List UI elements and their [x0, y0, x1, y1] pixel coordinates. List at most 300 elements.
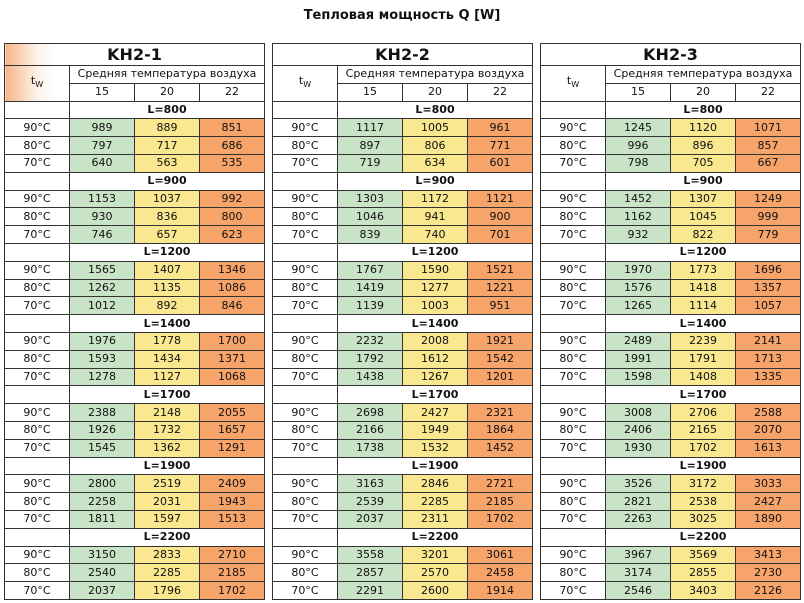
row-label: 90°C	[5, 119, 70, 137]
row-label: 70°C	[541, 582, 606, 600]
row-label: 90°C	[273, 404, 338, 422]
value-cell: 1811	[70, 510, 135, 528]
row-label: 90°C	[273, 332, 338, 350]
value-cell: 3403	[671, 582, 736, 600]
value-cell: 1598	[606, 368, 671, 386]
value-cell: 846	[200, 297, 265, 315]
row-label: 70°C	[273, 154, 338, 172]
table-row	[273, 119, 533, 137]
row-label: 80°C	[273, 137, 338, 155]
table-row	[5, 421, 265, 439]
row-label: 90°C	[5, 546, 70, 564]
value-cell: 746	[70, 226, 135, 244]
table-row	[5, 582, 265, 600]
value-cell: 1291	[200, 439, 265, 457]
value-cell: 2070	[736, 421, 801, 439]
table-row	[273, 154, 533, 172]
table-title: KH2-1	[5, 44, 265, 66]
empty-cell	[541, 386, 606, 404]
table-row	[541, 582, 801, 600]
col-header-22: 22	[736, 83, 801, 101]
value-cell: 1452	[606, 190, 671, 208]
row-label: 90°C	[5, 190, 70, 208]
value-cell: 3172	[671, 475, 736, 493]
col-header-20: 20	[671, 83, 736, 101]
value-cell: 1346	[200, 261, 265, 279]
table-row	[541, 190, 801, 208]
table-row	[541, 546, 801, 564]
value-cell: 2855	[671, 564, 736, 582]
table-row	[541, 564, 801, 582]
table-kh2-2	[272, 43, 533, 600]
length-header: L=1200	[338, 243, 533, 261]
value-cell: 941	[403, 208, 468, 226]
value-cell: 2031	[135, 493, 200, 511]
avg-temp-header: Средняя температура воздуха	[338, 66, 533, 84]
value-cell: 1045	[671, 208, 736, 226]
empty-cell	[5, 386, 70, 404]
row-label: 70°C	[5, 297, 70, 315]
value-cell: 1172	[403, 190, 468, 208]
table-row	[5, 546, 265, 564]
value-cell: 798	[606, 154, 671, 172]
value-cell: 1127	[135, 368, 200, 386]
empty-cell	[541, 457, 606, 475]
value-cell: 2285	[403, 493, 468, 511]
table-row	[541, 421, 801, 439]
value-cell: 1114	[671, 297, 736, 315]
value-cell: 2833	[135, 546, 200, 564]
length-header: L=1700	[338, 386, 533, 404]
table-row	[273, 332, 533, 350]
value-cell: 1796	[135, 582, 200, 600]
table-row	[273, 421, 533, 439]
table-row	[541, 154, 801, 172]
value-cell: 2321	[468, 404, 533, 422]
row-label: 90°C	[541, 190, 606, 208]
row-label: 70°C	[541, 368, 606, 386]
row-label: 80°C	[541, 493, 606, 511]
value-cell: 3033	[736, 475, 801, 493]
table-row	[5, 279, 265, 297]
value-cell: 2539	[338, 493, 403, 511]
value-cell: 1249	[736, 190, 801, 208]
empty-cell	[273, 457, 338, 475]
value-cell: 1702	[200, 582, 265, 600]
table-row	[5, 208, 265, 226]
value-cell: 2037	[338, 510, 403, 528]
length-header: L=2200	[70, 528, 265, 546]
value-cell: 2540	[70, 564, 135, 582]
tw-label: t	[298, 74, 304, 88]
table-row	[5, 404, 265, 422]
value-cell: 1267	[403, 368, 468, 386]
value-cell: 1732	[135, 421, 200, 439]
table-row	[5, 493, 265, 511]
value-cell: 1278	[70, 368, 135, 386]
value-cell: 740	[403, 226, 468, 244]
table-row	[273, 564, 533, 582]
value-cell: 1767	[338, 261, 403, 279]
col-header-20: 20	[403, 83, 468, 101]
row-label: 70°C	[5, 226, 70, 244]
value-cell: 2311	[403, 510, 468, 528]
row-label: 80°C	[541, 564, 606, 582]
value-cell: 1513	[200, 510, 265, 528]
table-row	[5, 368, 265, 386]
value-cell: 1005	[403, 119, 468, 137]
length-header: L=1400	[70, 315, 265, 333]
table-row	[273, 546, 533, 564]
value-cell: 2721	[468, 475, 533, 493]
length-header: L=1900	[606, 457, 801, 475]
value-cell: 640	[70, 154, 135, 172]
value-cell: 563	[135, 154, 200, 172]
value-cell: 2857	[338, 564, 403, 582]
row-label: 70°C	[541, 154, 606, 172]
empty-cell	[273, 386, 338, 404]
length-header: L=1200	[606, 243, 801, 261]
row-label: 80°C	[273, 279, 338, 297]
row-label: 70°C	[541, 226, 606, 244]
value-cell: 2600	[403, 582, 468, 600]
value-cell: 1012	[70, 297, 135, 315]
value-cell: 1139	[338, 297, 403, 315]
col-header-15: 15	[606, 83, 671, 101]
value-cell: 836	[135, 208, 200, 226]
empty-cell	[541, 172, 606, 190]
value-cell: 3967	[606, 546, 671, 564]
table-row	[541, 332, 801, 350]
tw-subscript: W	[303, 80, 312, 90]
empty-cell	[273, 315, 338, 333]
value-cell: 930	[70, 208, 135, 226]
row-label: 70°C	[5, 582, 70, 600]
row-label: 80°C	[273, 421, 338, 439]
value-cell: 1970	[606, 261, 671, 279]
row-label: 80°C	[5, 137, 70, 155]
row-label: 80°C	[5, 564, 70, 582]
table-row	[541, 350, 801, 368]
value-cell: 1162	[606, 208, 671, 226]
row-label: 80°C	[5, 350, 70, 368]
value-cell: 1434	[135, 350, 200, 368]
tw-header	[541, 66, 606, 102]
table-row	[5, 261, 265, 279]
value-cell: 2570	[403, 564, 468, 582]
row-label: 90°C	[273, 546, 338, 564]
row-label: 90°C	[541, 119, 606, 137]
row-label: 90°C	[541, 546, 606, 564]
value-cell: 1565	[70, 261, 135, 279]
row-label: 90°C	[5, 404, 70, 422]
value-cell: 779	[736, 226, 801, 244]
row-label: 90°C	[273, 119, 338, 137]
table-row	[5, 297, 265, 315]
row-label: 70°C	[273, 368, 338, 386]
empty-cell	[5, 101, 70, 119]
row-label: 90°C	[541, 404, 606, 422]
empty-cell	[541, 101, 606, 119]
value-cell: 1590	[403, 261, 468, 279]
value-cell: 1921	[468, 332, 533, 350]
value-cell: 1532	[403, 439, 468, 457]
value-cell: 857	[736, 137, 801, 155]
value-cell: 806	[403, 137, 468, 155]
table-row	[273, 261, 533, 279]
value-cell: 1702	[468, 510, 533, 528]
table-row	[273, 208, 533, 226]
value-cell: 1265	[606, 297, 671, 315]
value-cell: 2489	[606, 332, 671, 350]
row-label: 70°C	[5, 510, 70, 528]
row-label: 70°C	[273, 439, 338, 457]
value-cell: 3174	[606, 564, 671, 582]
table-row	[541, 404, 801, 422]
value-cell: 839	[338, 226, 403, 244]
table-row	[273, 510, 533, 528]
table-title: KH2-3	[541, 44, 801, 66]
value-cell: 889	[135, 119, 200, 137]
value-cell: 705	[671, 154, 736, 172]
value-cell: 1452	[468, 439, 533, 457]
value-cell: 1003	[403, 297, 468, 315]
row-label: 80°C	[541, 137, 606, 155]
value-cell: 1153	[70, 190, 135, 208]
value-cell: 3163	[338, 475, 403, 493]
value-cell: 3558	[338, 546, 403, 564]
empty-cell	[273, 172, 338, 190]
value-cell: 2166	[338, 421, 403, 439]
length-header: L=1400	[606, 315, 801, 333]
empty-cell	[5, 172, 70, 190]
empty-cell	[541, 528, 606, 546]
value-cell: 2406	[606, 421, 671, 439]
empty-cell	[541, 315, 606, 333]
length-header: L=2200	[338, 528, 533, 546]
table-row	[541, 119, 801, 137]
value-cell: 601	[468, 154, 533, 172]
value-cell: 961	[468, 119, 533, 137]
row-label: 90°C	[5, 332, 70, 350]
value-cell: 797	[70, 137, 135, 155]
table-row	[5, 190, 265, 208]
value-cell: 2519	[135, 475, 200, 493]
value-cell: 2008	[403, 332, 468, 350]
table-row	[5, 475, 265, 493]
value-cell: 1778	[135, 332, 200, 350]
value-cell: 667	[736, 154, 801, 172]
empty-cell	[273, 243, 338, 261]
table-row	[273, 190, 533, 208]
value-cell: 2710	[200, 546, 265, 564]
value-cell: 2037	[70, 582, 135, 600]
row-label: 70°C	[5, 439, 70, 457]
value-cell: 535	[200, 154, 265, 172]
length-header: L=800	[606, 101, 801, 119]
value-cell: 1335	[736, 368, 801, 386]
value-cell: 1700	[200, 332, 265, 350]
value-cell: 3150	[70, 546, 135, 564]
length-header: L=800	[338, 101, 533, 119]
value-cell: 2427	[736, 493, 801, 511]
value-cell: 1407	[135, 261, 200, 279]
value-cell: 2698	[338, 404, 403, 422]
value-cell: 2546	[606, 582, 671, 600]
value-cell: 1542	[468, 350, 533, 368]
table-row	[541, 137, 801, 155]
value-cell: 2285	[135, 564, 200, 582]
value-cell: 657	[135, 226, 200, 244]
value-cell: 1071	[736, 119, 801, 137]
value-cell: 1613	[736, 439, 801, 457]
value-cell: 1277	[403, 279, 468, 297]
value-cell: 2427	[403, 404, 468, 422]
row-label: 80°C	[5, 493, 70, 511]
value-cell: 892	[135, 297, 200, 315]
value-cell: 1086	[200, 279, 265, 297]
table-row	[541, 510, 801, 528]
value-cell: 1262	[70, 279, 135, 297]
table-row	[5, 439, 265, 457]
value-cell: 2800	[70, 475, 135, 493]
value-cell: 1221	[468, 279, 533, 297]
value-cell: 1438	[338, 368, 403, 386]
table-row	[273, 475, 533, 493]
length-header: L=1700	[606, 386, 801, 404]
value-cell: 1057	[736, 297, 801, 315]
value-cell: 2185	[468, 493, 533, 511]
value-cell: 1738	[338, 439, 403, 457]
value-cell: 1792	[338, 350, 403, 368]
col-header-15: 15	[70, 83, 135, 101]
value-cell: 3025	[671, 510, 736, 528]
table-row	[273, 297, 533, 315]
row-label: 90°C	[5, 261, 70, 279]
value-cell: 2588	[736, 404, 801, 422]
value-cell: 3061	[468, 546, 533, 564]
length-header: L=800	[70, 101, 265, 119]
value-cell: 897	[338, 137, 403, 155]
value-cell: 2538	[671, 493, 736, 511]
value-cell: 800	[200, 208, 265, 226]
value-cell: 1245	[606, 119, 671, 137]
value-cell: 2239	[671, 332, 736, 350]
table-row	[273, 404, 533, 422]
col-header-15: 15	[338, 83, 403, 101]
value-cell: 1046	[338, 208, 403, 226]
value-cell: 2409	[200, 475, 265, 493]
table-row	[541, 439, 801, 457]
value-cell: 1991	[606, 350, 671, 368]
page-title: Тепловая мощность Q [W]	[303, 8, 501, 23]
value-cell: 701	[468, 226, 533, 244]
value-cell: 1120	[671, 119, 736, 137]
value-cell: 1713	[736, 350, 801, 368]
row-label: 70°C	[273, 510, 338, 528]
value-cell: 717	[135, 137, 200, 155]
value-cell: 1593	[70, 350, 135, 368]
value-cell: 2263	[606, 510, 671, 528]
value-cell: 1545	[70, 439, 135, 457]
empty-cell	[5, 243, 70, 261]
row-label: 70°C	[541, 297, 606, 315]
row-label: 90°C	[5, 475, 70, 493]
row-label: 80°C	[273, 493, 338, 511]
value-cell: 2141	[736, 332, 801, 350]
value-cell: 1357	[736, 279, 801, 297]
value-cell: 2706	[671, 404, 736, 422]
value-cell: 2185	[200, 564, 265, 582]
value-cell: 2458	[468, 564, 533, 582]
value-cell: 1419	[338, 279, 403, 297]
value-cell: 851	[200, 119, 265, 137]
row-label: 80°C	[541, 350, 606, 368]
value-cell: 719	[338, 154, 403, 172]
value-cell: 999	[736, 208, 801, 226]
value-cell: 2291	[338, 582, 403, 600]
row-label: 90°C	[541, 475, 606, 493]
value-cell: 2165	[671, 421, 736, 439]
table-row	[541, 368, 801, 386]
value-cell: 2730	[736, 564, 801, 582]
value-cell: 3201	[403, 546, 468, 564]
col-header-20: 20	[135, 83, 200, 101]
value-cell: 3008	[606, 404, 671, 422]
table-row	[5, 137, 265, 155]
value-cell: 2821	[606, 493, 671, 511]
table-row	[5, 510, 265, 528]
table-row	[541, 475, 801, 493]
table-row	[541, 279, 801, 297]
table-row	[273, 582, 533, 600]
value-cell: 1612	[403, 350, 468, 368]
table-row	[5, 226, 265, 244]
value-cell: 996	[606, 137, 671, 155]
table-title: KH2-2	[273, 44, 533, 66]
value-cell: 1408	[671, 368, 736, 386]
row-label: 90°C	[273, 261, 338, 279]
table-row	[5, 119, 265, 137]
value-cell: 1303	[338, 190, 403, 208]
row-label: 80°C	[5, 279, 70, 297]
tw-header	[273, 66, 338, 102]
table-row	[273, 368, 533, 386]
table-row	[5, 332, 265, 350]
value-cell: 1121	[468, 190, 533, 208]
table-row	[541, 297, 801, 315]
tw-subscript: W	[35, 80, 44, 90]
value-cell: 623	[200, 226, 265, 244]
table-kh2-1	[4, 43, 265, 600]
value-cell: 3569	[671, 546, 736, 564]
value-cell: 1773	[671, 261, 736, 279]
table-row	[5, 350, 265, 368]
length-header: L=2200	[606, 528, 801, 546]
row-label: 70°C	[273, 582, 338, 600]
table-row	[5, 154, 265, 172]
row-label: 80°C	[5, 208, 70, 226]
value-cell: 1362	[135, 439, 200, 457]
value-cell: 1307	[671, 190, 736, 208]
row-label: 80°C	[541, 421, 606, 439]
value-cell: 1926	[70, 421, 135, 439]
value-cell: 2232	[338, 332, 403, 350]
empty-cell	[273, 101, 338, 119]
row-label: 70°C	[5, 154, 70, 172]
row-label: 70°C	[541, 439, 606, 457]
table-row	[273, 439, 533, 457]
